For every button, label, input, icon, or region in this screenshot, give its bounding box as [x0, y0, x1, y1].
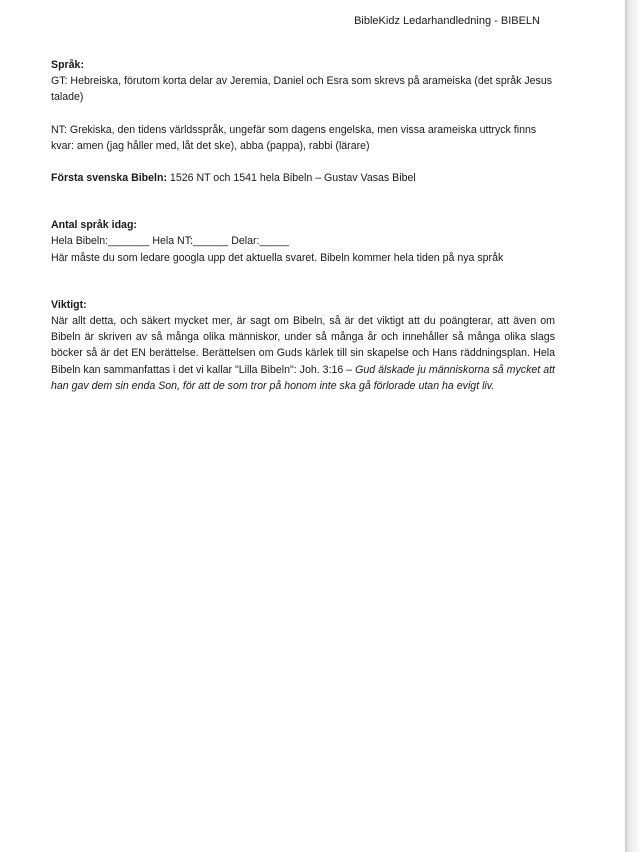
antal-sprak-note: Här måste du som ledare googla upp det aktuella svaret. Bibeln kommer hela tiden på nya språk: [51, 251, 504, 264]
forsta-bibeln-paragraph: [51, 170, 555, 186]
forsta-bibeln-label: Första svenska Bibeln:: [51, 172, 167, 185]
page-header: BibleKidz Ledarhandledning - BIBELN: [354, 15, 540, 27]
sprak-heading: Språk:: [51, 59, 84, 71]
antal-sprak-heading: Antal språk idag:: [51, 219, 137, 232]
viktigt-text: När allt detta, och säkert mycket mer, är sagt om Bibeln, så är det viktigt att du poängterar, att även om Bibeln är skriven av så många olika människor, under så många år och innehåller så många olika slags böcker så är det EN berättelse. Berättelsen om Guds kärlek till sin skapelse och Hans räddningsplan. Hela Bibeln kan sammanfattas i det vi kallar "Lilla Bibeln": Joh. 3:16 –: [51, 315, 555, 376]
antal-sprak-blanks: [51, 233, 555, 249]
blank-hela-nt: Hela NT:______: [149, 235, 229, 248]
viktigt-quote: Gud älskade ju människorna så mycket att han gav dem sin enda Son, för att de som tror på honom inte ska gå förlorade utan ha evigt liv.: [51, 363, 555, 392]
blank-hela-bibeln: Hela Bibeln:_______: [51, 235, 150, 248]
document-body: [51, 57, 555, 394]
page-edge-shadow: [625, 0, 639, 852]
forsta-bibeln-text: 1526 NT och 1541 hela Bibeln – Gustav Vasas Bibel: [166, 172, 416, 185]
sprak-nt-paragraph: NT: Grekiska, den tidens världsspråk, ungefär som dagens engelska, men vissa arameiska uttryck finns kvar: amen (jag håller med, låt det ske), abba (pappa), rabbi (lärare): [51, 123, 537, 152]
viktigt-heading: Viktigt:: [51, 298, 87, 311]
blank-delar: Delar:_____: [228, 235, 289, 248]
sprak-gt-paragraph: GT: Hebreiska, förutom korta delar av Jeremia, Daniel och Esra som skrevs på arameiska (det språk Jesus talade): [51, 75, 553, 104]
viktigt-paragraph: [51, 313, 555, 394]
